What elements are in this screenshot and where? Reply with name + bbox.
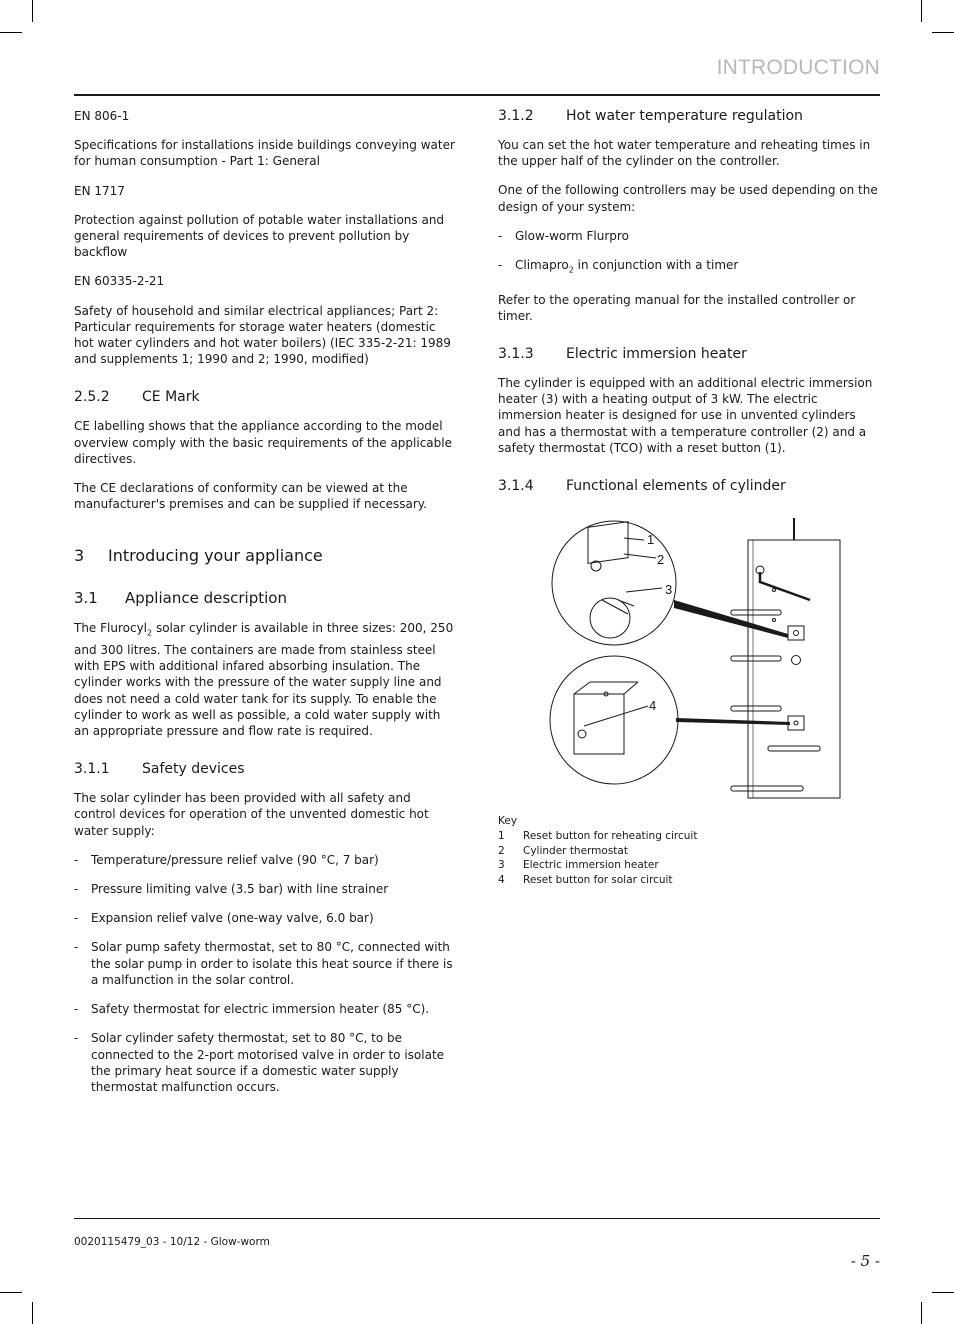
heading-number: 3.1.4 [498,478,534,495]
key-text: Electric immersion heater [523,859,659,872]
list-item [498,257,880,279]
list-item [74,1001,456,1017]
crop-mark [921,0,922,22]
key-row [498,829,880,844]
text-run: solar cylinder is available in three sizes: 200, 250 and 300 litres. The containers are made from stainless steel with EPS with additional infared absorbing insulation. The cylinder works with the pressure of the water supply line and does not need a cold water tank for its supply. To enable the cylinder to work as well as possible, a cold water supply with an appropriate pressure and flow rate is required. [74,621,454,739]
heading-text: Appliance description [125,589,287,608]
list-item [74,1030,456,1095]
header-rule [74,94,880,96]
crop-mark [32,0,33,22]
key-text: Reset button for solar circuit [523,874,673,887]
cylinder-diagram [498,510,880,810]
callout-2: 2 [657,552,665,568]
appliance-description-paragraph [74,620,456,739]
key-number: 4 [498,874,505,887]
standard-description: Specifications for installations inside buildings conveying water for human consumption - Part 1: General [74,138,455,169]
paragraph: You can set the hot water temperature and reheating times in the upper half of the cylinder on the controller. [498,138,871,169]
heading-text: CE Mark [142,389,200,406]
heading-number: 3.1.3 [498,346,534,363]
bullet-dash: - [74,1002,79,1017]
list-item-text: Pressure limiting valve (3.5 bar) with line strainer [91,882,389,897]
crop-mark [921,1302,922,1324]
section-header-title: INTRODUCTION [716,56,880,79]
text-run: in conjunction with a timer [573,258,739,273]
bullet-dash: - [74,940,79,955]
list-item [74,881,456,897]
heading-text: Hot water temperature regulation [566,108,803,124]
list-item-text: Solar pump safety thermostat, set to 80 °C, connected with the solar pump in order to isolate this heat source if there is a malfunction in the solar control. [91,940,453,987]
text-run: Climapro [515,258,569,273]
left-column [74,108,456,1095]
list-item [498,228,880,244]
paragraph: The cylinder is equipped with an additional electric immersion heater (3) with a heating output of 3 kW. The electric immersion heater is designed for use in unvented cylinders and has a thermostat with a temperature controller (2) and a safety thermostat (TCO) with a reset button (1). [498,376,873,455]
key-number: 1 [498,829,505,842]
footer-rule [74,1218,880,1219]
key-title: Key [498,815,518,828]
figure-key [498,814,880,888]
list-item [74,939,456,988]
standard-code: EN 1717 [74,183,125,198]
paragraph: Refer to the operating manual for the installed controller or timer. [498,292,856,323]
list-item-text: Temperature/pressure relief valve (90 °C, 7 bar) [91,852,379,867]
paragraph: One of the following controllers may be used depending on the design of your system: [498,183,878,214]
standard-description: Safety of household and similar electrical appliances; Part 2: Particular requirements for storage water heaters (domestic hot water cylinders and hot water boilers) (IEC 335-2-21: 1989 and supplements 1; 1990 and 2; 1990, modified) [74,303,451,367]
heading-3-1-3 [498,346,880,362]
callout-3: 3 [665,582,673,598]
heading-number: 3.1.1 [74,761,110,778]
standard-code: EN 60335-2-21 [74,274,165,289]
heading-3-1-1 [74,761,456,777]
standard-description: Protection against pollution of potable water installations and general requirements of devices to prevent pollution by backflow [74,212,445,260]
standard-code: EN 806-1 [74,109,130,123]
bullet-dash: - [74,882,79,897]
crop-mark [932,1292,954,1293]
paragraph: The solar cylinder has been provided with all safety and control devices for operation of the unvented domestic hot water supply: [74,791,429,838]
key-number: 2 [498,844,505,857]
heading-3-1 [74,589,456,607]
list-item [74,852,456,868]
text-run: The Flurocyl [74,621,148,636]
heading-number: 3.1.2 [498,108,534,124]
heading-3 [74,546,456,565]
heading-text: Introducing your appliance [108,546,323,566]
heading-text: Functional elements of cylinder [566,478,786,495]
right-column [498,108,880,888]
cylinder-diagram-svg [498,510,880,810]
crop-mark [932,32,954,33]
list-item-text: Expansion relief valve (one-way valve, 6.0 bar) [91,911,374,926]
detail-circle-upper [552,521,676,645]
crop-mark [0,1292,22,1293]
heading-number: 3.1 [74,589,98,608]
heading-text: Electric immersion heater [566,346,747,363]
heading-3-1-4 [498,478,880,494]
key-row [498,873,880,888]
crop-mark [0,32,22,33]
connector-wedge-upper [674,600,788,638]
key-text: Reset button for reheating circuit [523,829,698,842]
list-item-text: Safety thermostat for electric immersion heater (85 °C). [91,1002,430,1017]
paragraph: CE labelling shows that the appliance according to the model overview comply with the basic requirements of the applicable directives. [74,419,452,466]
bullet-dash: - [74,911,79,926]
key-text: Cylinder thermostat [523,844,628,857]
crop-mark [32,1302,33,1324]
callout-4: 4 [649,698,657,714]
cylinder-body [748,540,840,798]
page-number: - 5 - [850,1252,880,1270]
paragraph: The CE declarations of conformity can be viewed at the manufacturer's premises and can be supplied if necessary. [74,481,427,512]
bullet-dash: - [74,852,79,867]
list-item-text: Glow-worm Flurpro [515,228,629,243]
heading-number: 2.5.2 [74,389,110,406]
bullet-dash: - [498,258,503,273]
heading-2-5-2 [74,389,456,405]
bullet-dash: - [74,1031,79,1046]
key-row [498,858,880,873]
key-number: 3 [498,859,505,872]
list-item-text: Solar cylinder safety thermostat, set to 80 °C, to be connected to the 2-port motorised valve in order to isolate the primary heat source if a domestic water supply thermostat malfunction occurs. [91,1031,445,1094]
list-item [74,910,456,926]
connector-wedge-lower [676,718,790,725]
heading-3-1-2 [498,108,880,124]
key-row [498,844,880,859]
heading-number: 3 [74,546,85,566]
bullet-dash: - [498,228,503,243]
subscript: 2 [147,628,153,638]
footer-doc-reference: 0020115479_03 - 10/12 - Glow-worm [74,1236,270,1248]
heading-text: Safety devices [142,761,245,778]
callout-1: 1 [647,532,655,548]
detail-circle-lower [550,656,678,784]
list-item-text [515,257,880,279]
subscript: 2 [568,265,574,275]
